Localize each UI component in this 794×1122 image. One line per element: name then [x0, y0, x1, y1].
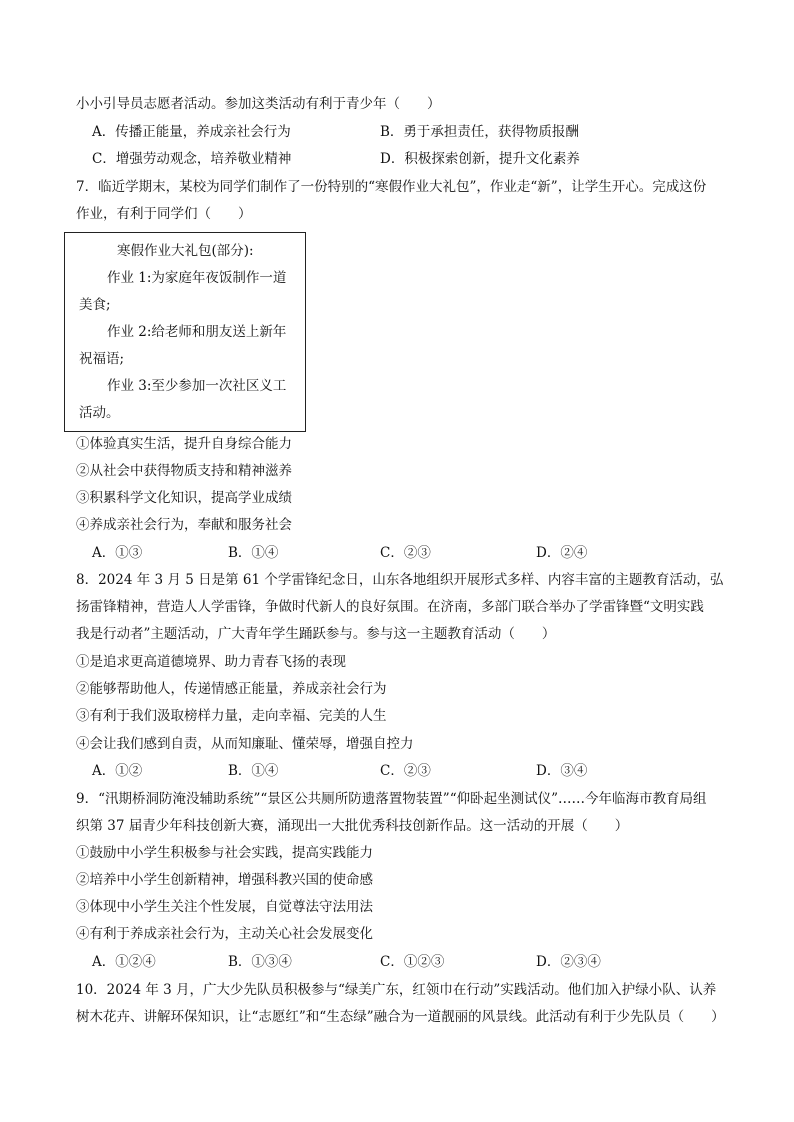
q9-options — [92, 952, 732, 972]
q8-stem-line-2: 扬雷锋精神，营造人人学雷锋，争做时代新人的良好氛围。在济南，多部门联合举办了学雷锋暨“文明实践 — [76, 599, 704, 615]
q9-stem-line-1: 9．“汛期桥洞防淹没辅助系统”“景区公共厕所防遗落置物装置”“仰卧起坐测试仪”……今年临海市教育局组 — [76, 791, 707, 807]
q7-box-line: 作业 2:给老师和朋友送上新年 — [107, 324, 287, 340]
q7-option-b: B．①④ — [228, 545, 279, 561]
q7-box-line: 作业 3:至少参加一次社区义工 — [107, 378, 287, 394]
q8-item-3: ③有利于我们汲取榜样力量，走向幸福、完美的人生 — [76, 708, 387, 724]
q9-item-1: ①鼓励中小学生积极参与社会实践，提高实践能力 — [76, 845, 373, 861]
q7-item-3: ③积累科学文化知识，提高学业成绩 — [76, 490, 292, 506]
q6-option-a: A．传播正能量，养成亲社会行为 — [92, 124, 291, 140]
q6-stem: 小小引导员志愿者活动。参加这类活动有利于青少年（ ） — [76, 96, 441, 112]
q7-item-1: ①体验真实生活，提升自身综合能力 — [76, 436, 292, 452]
q10-stem-line-1: 10．2024 年 3 月，广大少先队员积极参与“绿美广东，红领巾在行动”实践活动。他们加入护绿小队、认养 — [76, 982, 717, 998]
q6-options-row-2 — [92, 149, 732, 169]
q8-option-c: C．②③ — [380, 763, 431, 779]
q8-stem-line-3: 我是行动者”主题活动，广大青年学生踊跃参与。参与这一主题教育活动（ ） — [76, 626, 556, 642]
q8-option-a: A．①② — [92, 763, 143, 779]
q8-item-1: ①是追求更高道德境界、助力青春飞扬的表现 — [76, 654, 346, 670]
q8-option-b: B．①④ — [228, 763, 279, 779]
q9-item-2: ②培养中小学生创新精神，增强科教兴国的使命感 — [76, 872, 373, 888]
q8-item-2: ②能够帮助他人，传递情感正能量，养成亲社会行为 — [76, 681, 387, 697]
q6-options-row-1 — [92, 122, 732, 142]
q10-stem-line-2: 树木花卉、讲解环保知识，让“志愿红”和“生态绿”融合为一道靓丽的风景线。此活动有利于少先队员（ ） — [76, 1009, 725, 1025]
q9-option-a: A．①②④ — [92, 954, 156, 970]
q9-option-b: B．①③④ — [228, 954, 292, 970]
q7-stem-line-2: 作业，有利于同学们（ ） — [76, 206, 252, 222]
q8-options — [92, 761, 732, 781]
q9-stem-line-2: 织第 37 届青少年科技创新大赛，涌现出一大批优秀科技创新作品。这一活动的开展（ ） — [76, 818, 629, 834]
q7-item-4: ④养成亲社会行为，奉献和服务社会 — [76, 517, 292, 533]
q8-option-d: D．③④ — [536, 763, 588, 779]
q7-box-title: 寒假作业大礼包(部分): — [117, 243, 254, 259]
q7-material-box — [64, 232, 306, 432]
q7-option-c: C．②③ — [380, 545, 431, 561]
q7-option-a: A．①③ — [92, 545, 143, 561]
q9-option-d: D．②③④ — [536, 954, 601, 970]
q6-option-b: B．勇于承担责任，获得物质报酬 — [380, 124, 579, 140]
q9-item-3: ③体现中小学生关注个性发展，自觉尊法守法用法 — [76, 899, 373, 915]
q6-option-c: C．增强劳动观念，培养敬业精神 — [92, 151, 292, 167]
q8-stem-line-1: 8．2024 年 3 月 5 日是第 61 个学雷锋纪念日，山东各地组织开展形式多样、内容丰富的主题教育活动，弘 — [76, 572, 724, 588]
q7-box-line: 祝福语; — [79, 351, 125, 367]
q6-option-d: D．积极探索创新，提升文化素养 — [380, 151, 580, 167]
q7-item-2: ②从社会中获得物质支持和精神滋养 — [76, 463, 292, 479]
q7-options — [92, 543, 732, 563]
q7-box-line: 美食; — [79, 297, 111, 313]
q7-box-line: 活动。 — [79, 405, 120, 421]
q7-stem-line-1: 7．临近学期末，某校为同学们制作了一份特别的“寒假作业大礼包”，作业走“新”，让学生开心。完成这份 — [76, 179, 707, 195]
q9-option-c: C．①②③ — [380, 954, 445, 970]
q7-box-line: 作业 1:为家庭年夜饭制作一道 — [107, 270, 287, 286]
q9-item-4: ④有利于养成亲社会行为，主动关心社会发展变化 — [76, 926, 373, 942]
q7-option-d: D．②④ — [536, 545, 588, 561]
q8-item-4: ④会让我们感到自责，从而知廉耻、懂荣辱，增强自控力 — [76, 736, 414, 752]
